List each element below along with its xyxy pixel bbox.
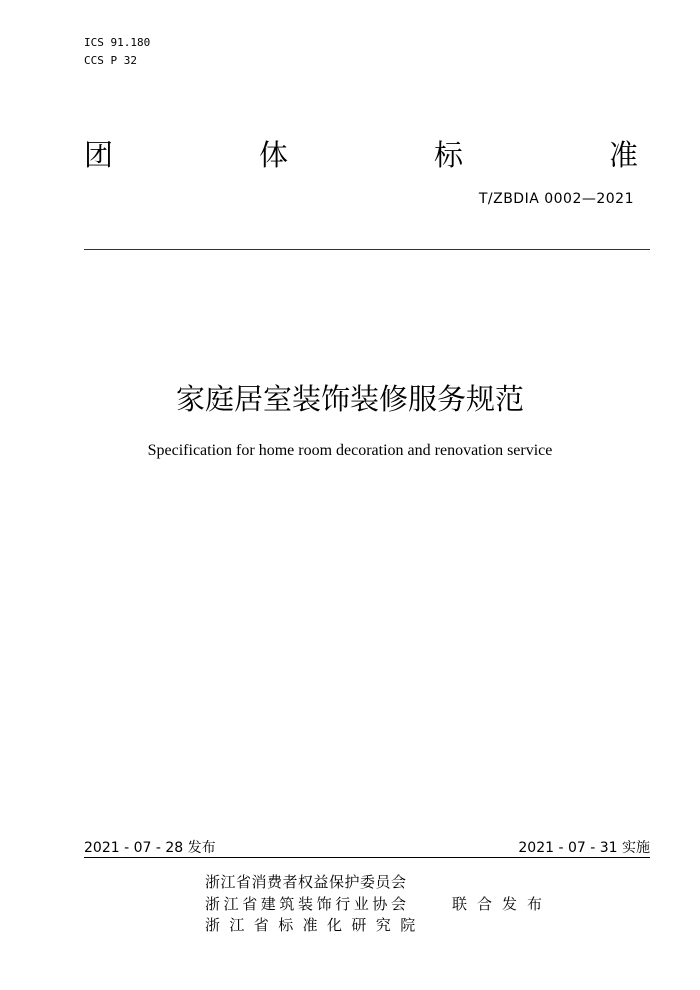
standard-number: T/ZBDIA 0002—2021 [478,191,634,207]
implementation-date: 2021 - 07 - 31 实施 [518,840,650,856]
document-title-english: Specification for home room decoration and renovation service [147,442,553,459]
header-divider [84,249,650,250]
standard-type-char: 体 [258,138,288,172]
standard-type-char: 团 [84,138,114,172]
issuer-name: 浙江省消费者权益保护委员会 [205,873,407,891]
document-title: 家庭居室装饰装修服务规范 [175,382,524,416]
issuer-name: 浙江省建筑装饰行业协会 [205,895,410,913]
standard-type-char: 标 [433,138,463,172]
issuer-name: 浙江省标准化研究院 [205,916,425,934]
standard-type-char: 准 [608,138,638,172]
ccs-code: CCS P 32 [84,54,137,67]
footer-divider [84,857,650,858]
ics-code: ICS 91.180 [84,36,151,49]
issue-date: 2021 - 07 - 28 发布 [84,840,216,856]
joint-issue-label: 联合发布 [452,895,553,913]
standard-type-heading [84,137,638,173]
